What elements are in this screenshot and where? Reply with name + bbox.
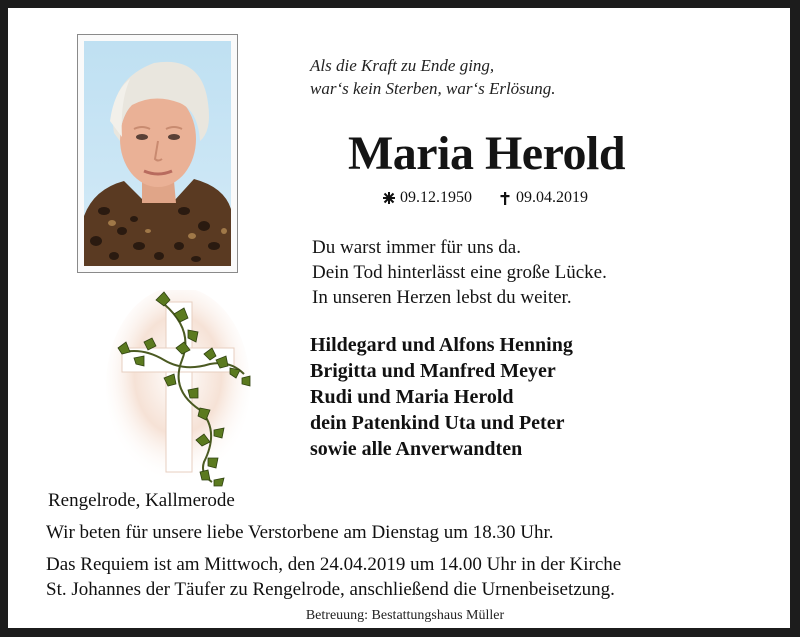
mourner: sowie alle Anverwandten xyxy=(310,438,523,460)
cross-icon xyxy=(498,191,512,205)
death-date: 09.04.2019 xyxy=(516,189,588,206)
mourner: dein Patenkind Uta und Peter xyxy=(310,412,565,434)
mourner: Brigitta und Manfred Meyer xyxy=(310,360,556,382)
poem-line: Als die Kraft zu Ende ging, xyxy=(310,56,495,75)
requiem-info-continued: St. Johannes der Täufer zu Rengelrode, anschließend die Urnenbeisetzung. xyxy=(46,579,615,600)
verse-line: In unseren Herzen lebst du weiter. xyxy=(312,287,572,308)
mourners-list xyxy=(310,332,573,462)
poem xyxy=(310,54,556,100)
ivy-cross-icon xyxy=(104,290,260,490)
life-dates xyxy=(382,188,588,208)
funeral-home-credit: Betreuung: Bestattungshaus Müller xyxy=(305,608,505,623)
verse-line: Du warst immer für uns da. xyxy=(312,237,521,258)
requiem-info: Das Requiem ist am Mittwoch, den 24.04.2019 um 14.00 Uhr in der Kirche xyxy=(46,554,622,575)
birth-date: 09.12.1950 xyxy=(400,189,472,206)
mourner: Rudi und Maria Herold xyxy=(310,386,514,408)
poem-line: war‘s kein Sterben, war‘s Erlösung. xyxy=(310,79,556,98)
portrait-frame xyxy=(77,34,238,273)
prayer-info: Wir beten für unsere liebe Verstorbene am Dienstag um 18.30 Uhr. xyxy=(46,522,554,543)
obituary-notice xyxy=(8,8,790,628)
star-icon xyxy=(382,191,396,205)
mourner: Hildegard und Alfons Henning xyxy=(310,334,573,356)
verse xyxy=(312,235,607,310)
verse-line: Dein Tod hinterlässt eine große Lücke. xyxy=(312,262,607,283)
place: Rengelrode, Kallmerode xyxy=(48,490,235,511)
deceased-name: Maria Herold xyxy=(348,127,626,180)
portrait-photo xyxy=(84,41,231,266)
